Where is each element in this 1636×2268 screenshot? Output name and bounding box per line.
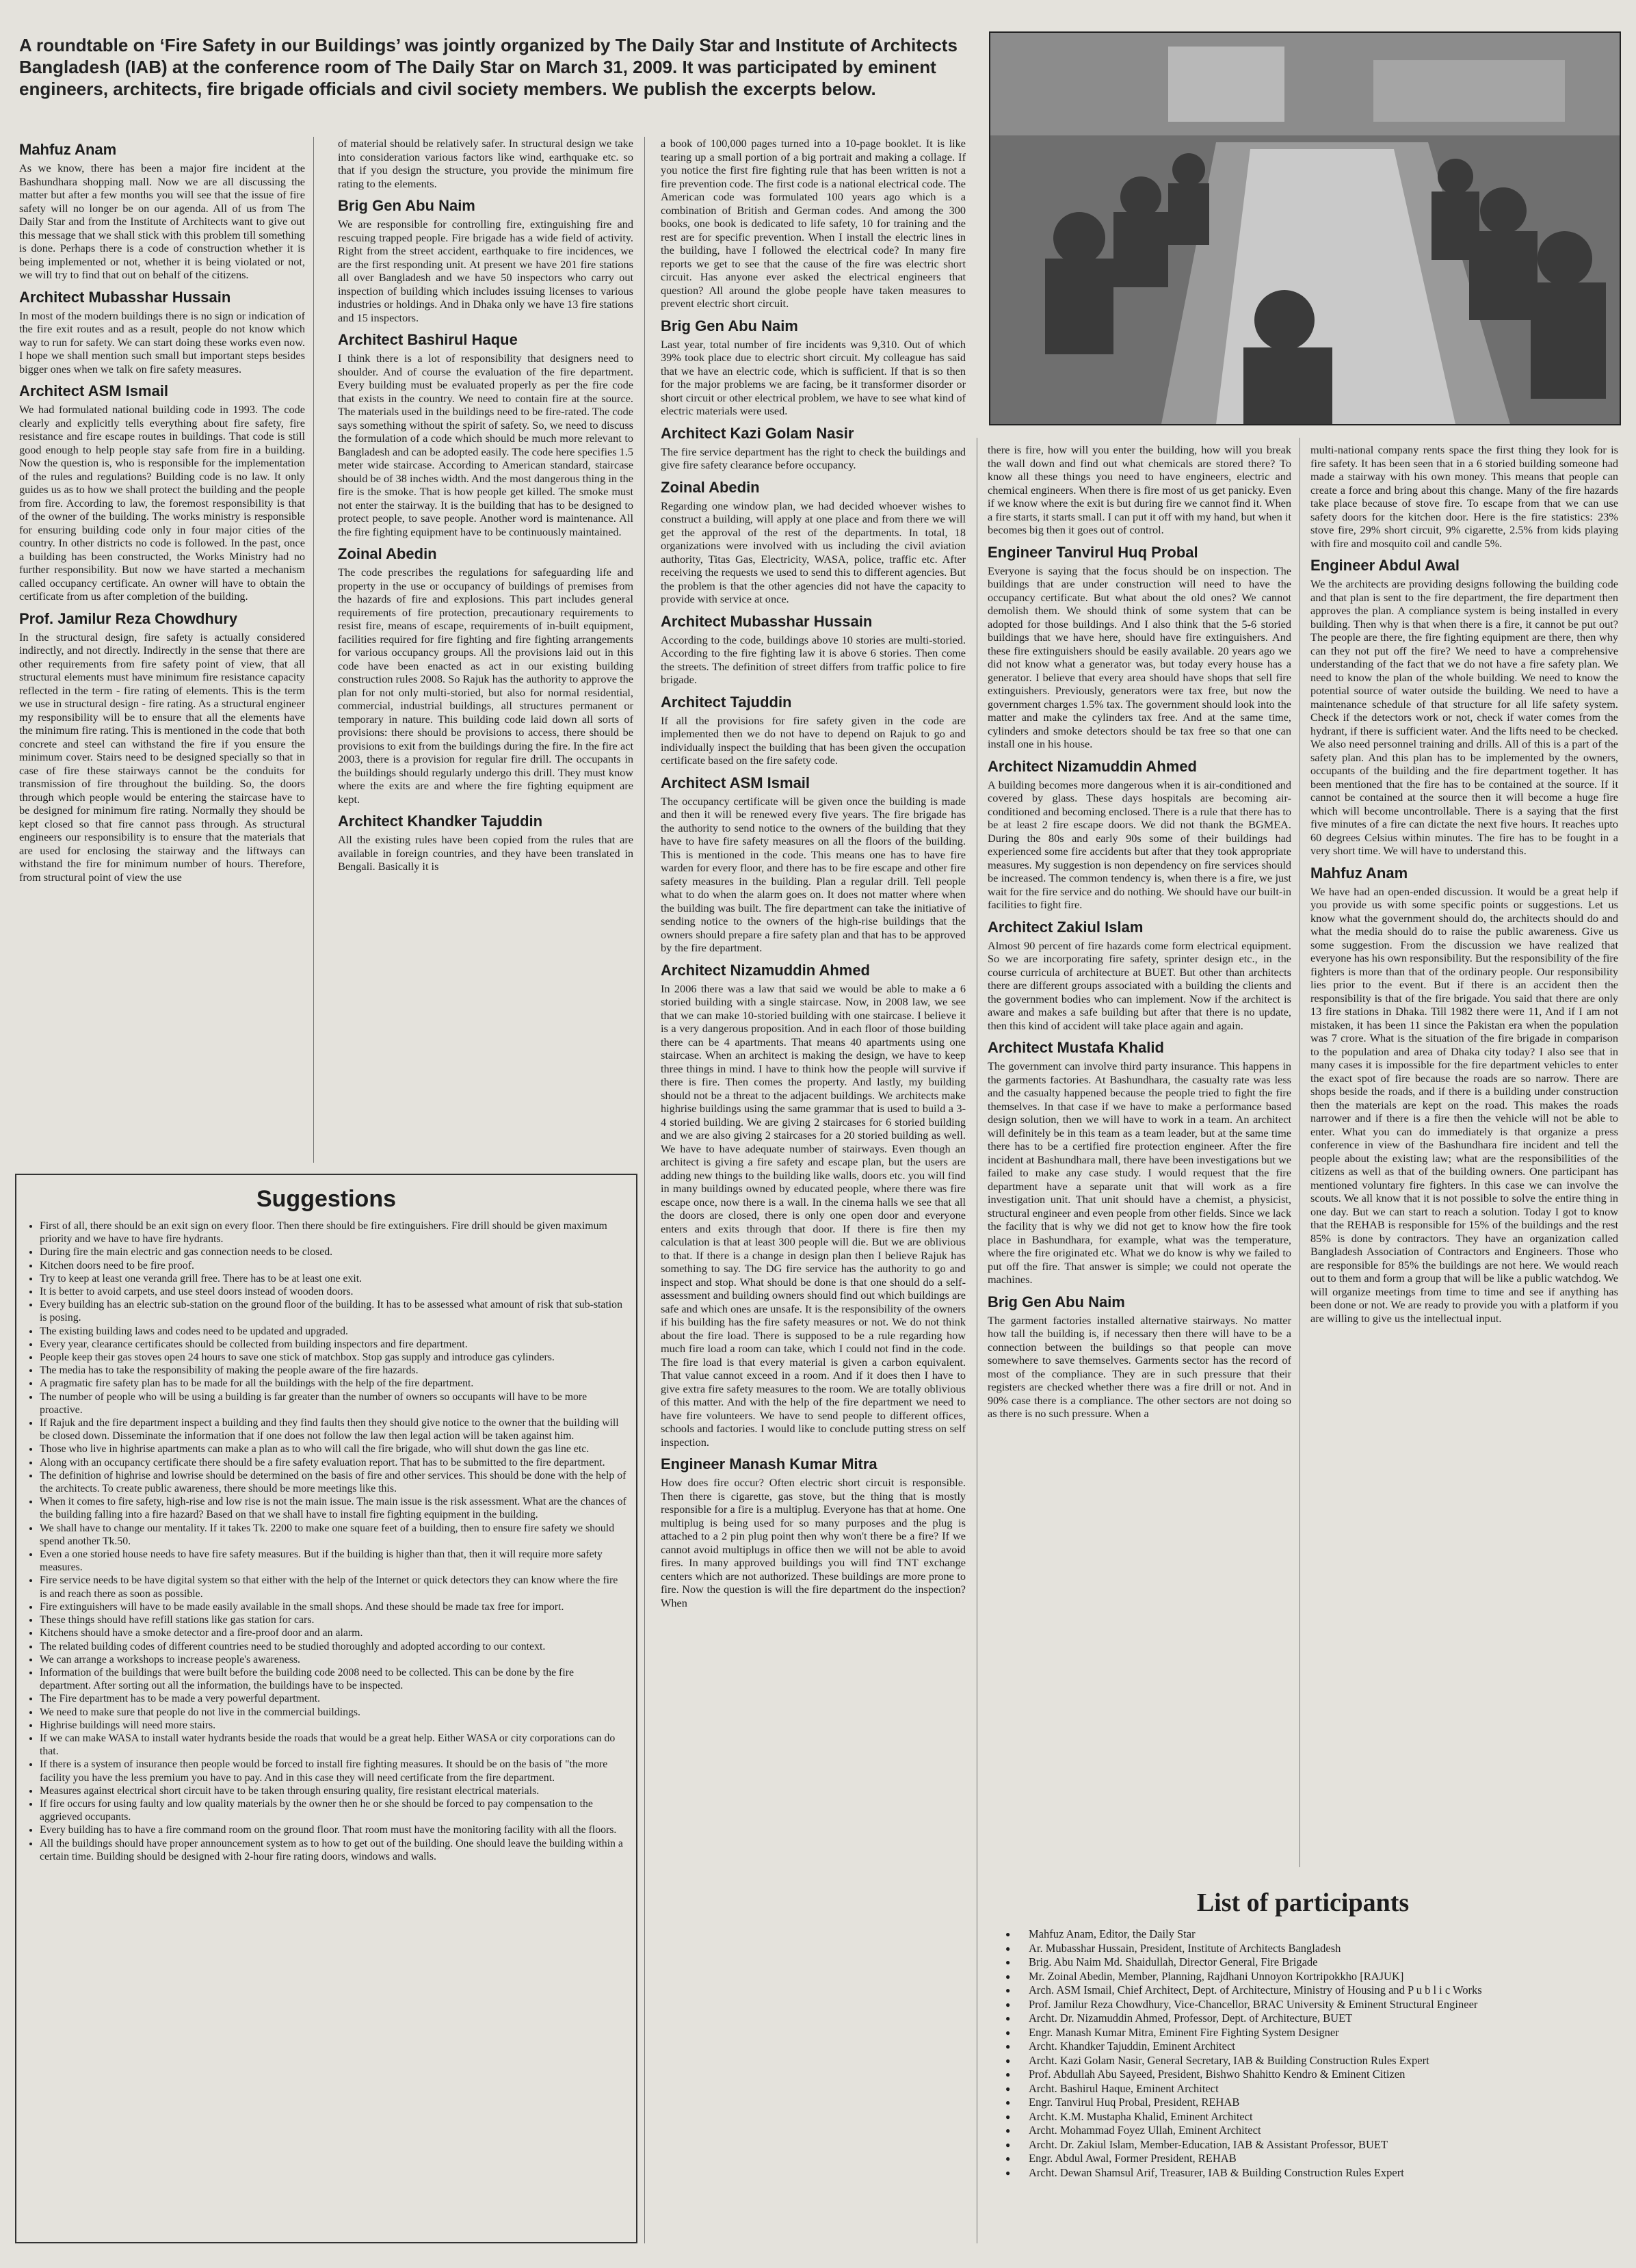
speaker-name: Prof. Jamilur Reza Chowdhury bbox=[19, 609, 238, 627]
speaker-text: All the existing rules have been copied from the rules that are available in foreign countries, and they have been translated in Bengali. Basically it is bbox=[338, 833, 633, 873]
speaker-text: A building becomes more dangerous when it is air-conditioned and covered by glass. These days hospitals are becoming air-conditioned and becoming enclosed. There is a rule that there has to be at least 2 fire escape doors. We did not thank the BGMEA. During the 80s and early 90s some of their buildings had experienced some fire accidents but after that they took appropriate measures. My suggestion is non dependency on fire services should be increased. The common tendency is, when there is a fire, we just wait for the fire service and do nothing. We should have our built-in facilities to fight fire. bbox=[988, 778, 1291, 911]
column-1 bbox=[19, 134, 305, 1168]
participant-item: ● Brig. Abu Naim Md. Shaidullah, Director General, Fire Brigade bbox=[1029, 1955, 1621, 1970]
participant-item: ● Engr. Abdul Awal, Former President, REHAB bbox=[1029, 2152, 1621, 2166]
speaker-name: Architect Zakiul Islam bbox=[988, 918, 1144, 936]
suggestion-item: • Those who live in highrise apartments can make a plan as to who will call the fire brigade, who will shut down the gas line etc. bbox=[40, 1442, 626, 1455]
suggestion-item: • Fire extinguishers will have to be made easily available in the small shops. And these should be made tax free for import. bbox=[40, 1600, 626, 1613]
suggestion-item: • Measures against electrical short circuit have to be taken through ensuring quality, fire resistant electrical materials. bbox=[40, 1784, 626, 1797]
suggestions-list bbox=[16, 1219, 636, 1863]
suggestion-item: • The existing building laws and codes need to be updated and upgraded. bbox=[40, 1325, 626, 1338]
suggestion-item: • If there is a system of insurance then people would be forced to install fire fighting measures. It should be on the basis of "the more facility you have the less premium you have to pay. And in this case they will need certificate from the fire department. bbox=[40, 1758, 626, 1784]
suggestion-item: • Every building has to have a fire command room on the ground floor. That room must have the monitoring facility with all the floors. bbox=[40, 1823, 626, 1836]
participant-item: ● Engr. Tanvirul Huq Probal, President, REHAB bbox=[1029, 2096, 1621, 2110]
participant-item: ● Archt. Khandker Tajuddin, Eminent Architect bbox=[1029, 2040, 1621, 2054]
participant-item: ● Archt. Dewan Shamsul Arif, Treasurer, IAB & Building Construction Rules Expert bbox=[1029, 2166, 1621, 2180]
column-3 bbox=[661, 137, 966, 2243]
speaker-name: Architect Khandker Tajuddin bbox=[338, 813, 543, 830]
speaker-text: In 2006 there was a law that said we would be able to make a 6 storied building with a single staircase. Now, in 2008 law, we see that we can make 10-storied building with one staircase. I believe it is a very dangerous proposition. And in each floor of those building there can be 4 apartments. That means 40 apartments using one staircase. When an architect is making the design, we have to keep three things in mind. I have to think how the people will survive if there is fire. Then comes the property. And lastly, my building should not be a threat to the adjacent buildings. We architects make highrise buildings using the same grammar that is used to build a 3-4 storied building. We are giving 2 staircases for 6 storied building and we are also giving 2 staircases for a 20 storied building as well. We have to have adequate number of stairways. Even though an architect is giving a fire safety and escape plan, but the users are adding new things to the building like walls, doors etc. you will find in many buildings owned by educated people, where there was fire escape once, now there is a wall. In the cinema halls we see that all the doors are closed, there is only one open door and everyone enters and exits through that door. If there is fire then my calculation is that at least 300 people will die. But we are oblivious to that. If there is a change in design plan then I believe Rajuk has something to say. The DG fire service has the authority to go and inspect and stop. What should be done is that one should do a self-assessment and building owners should find out which buildings are safe and which ones are unsafe. It is the responsibility of the owners if his building has the fire safety measures or not. We do not think about the fire load. There is supposed to be a rule regarding how much fire load a room can take, which I could not find in the code. The fire load is that every material is given a carbon equivalent. That value cannot exceed in a room. And if it does then I have to give extra fire safety measures to the room. We are totally oblivious of this matter. And with the help of the fire department we need to have fire volunteers. We have to send people to different offices, schools and factories. I would like to conclude putting stress on self inspection. bbox=[661, 981, 966, 1449]
suggestion-item: • If we can make WASA to install water hydrants beside the roads that would be a great help. Either WASA or city corporations can do that. bbox=[40, 1732, 626, 1758]
suggestions-box bbox=[15, 1174, 637, 2243]
suggestion-item: • Fire service needs to be have digital system so that either with the help of the Internet or quick detectors they can know where the fire is and reach there as soon as possible. bbox=[40, 1574, 626, 1600]
speaker-name: Zoinal Abedin bbox=[661, 478, 760, 496]
speaker-text: The garment factories installed alternative stairways. No matter how tall the building is, if necessary then there will have to be a connection between the buildings so that people can move somewhere to save themselves. Garments sector has the record of most of the compliance. They are in such pressure that their registers are checked whether there was a fire drill or not. And in 90% case there is a compliance. The other sectors are not doing so as there is no such pressure. When a bbox=[988, 1313, 1291, 1420]
speaker-name: Architect Mustafa Khalid bbox=[988, 1039, 1164, 1056]
column-rule bbox=[1299, 438, 1300, 1867]
suggestion-item: • Highrise buildings will need more stairs. bbox=[40, 1719, 626, 1732]
suggestion-item: • The media has to take the responsibility of making the people aware of the fire hazards. bbox=[40, 1364, 626, 1377]
speaker-text: of material should be relatively safer. In structural design we take into consideration various factors like wind, earthquake etc. so that if you design the structure, you provide the minimum fire rating to the elements. bbox=[338, 137, 633, 190]
participant-item: ● Archt. Dr. Zakiul Islam, Member-Education, IAB & Assistant Professor, BUET bbox=[1029, 2138, 1621, 2152]
suggestion-item: • We need to make sure that people do not live in the commercial buildings. bbox=[40, 1706, 626, 1719]
speaker-name: Engineer Manash Kumar Mitra bbox=[661, 1455, 878, 1473]
suggestion-item: • Along with an occupancy certificate there should be a fire safety evaluation report. That has to be submitted to the fire department. bbox=[40, 1456, 626, 1469]
speaker-name: Brig Gen Abu Naim bbox=[338, 197, 475, 214]
speaker-text: We the architects are providing designs following the building code and that plan is sent to the fire department, the fire department then approves the plan. A compliance system is being installed in every building. Then why is that when there is a fire, it cannot be put out? The people are there, the fire fighting equipment are there, then why can they not put off the fire? We need to have a comprehensive understanding of the fact that we do not have a fire safety plan. We need to know the plan of the whole building. We need to know the potential source of water outside the building. We need to have a maintenance schedule of that structure for all life safety system. Check if the detectors work or not, check if water comes from the hydrant, if there is sufficient water. And the lifts need to be checked. We also need personnel training and drills. All of this is a part of the safety plan. And this plan has to be implemented by the owners, occupants of the building and the fire department together. It has been mentioned that the fire has to be contained at the source. If it cannot be contained at the source then it will become a huge fire which will become uncontrollable. There is a saying that the first five minutes of a fire can dictate the next five hours. It reaches upto 60 degrees Celsius within minutes. The fire has to be fought in a very short time. We will have to understand this. bbox=[1310, 577, 1618, 857]
suggestion-item: • We shall have to change our mentality. If it takes Tk. 2200 to make one square feet of a building, then to ensure fire safety we should spend another Tk.50. bbox=[40, 1522, 626, 1548]
suggestion-item: • People keep their gas stoves open 24 hours to save one stick of matchbox. Stop gas supply and introduce gas cylinders. bbox=[40, 1351, 626, 1364]
speaker-name: Architect Tajuddin bbox=[661, 693, 792, 711]
participant-item: ● Prof. Abdullah Abu Sayeed, President, Bishwo Shahitto Kendro & Eminent Citizen bbox=[1029, 2068, 1621, 2082]
column-rule bbox=[313, 137, 314, 1163]
intro-paragraph: A roundtable on ‘Fire Safety in our Buildings’ was jointly organized by The Daily Star and Institute of Architects Bangladesh (IAB) at the conference room of The Daily Star on March 31, 2009. It was participated by eminent engineers, architects, fire brigade officials and civil society members. We publish the excerpts below. bbox=[19, 35, 958, 99]
column-2 bbox=[338, 137, 633, 1168]
speaker-text: We have had an open-ended discussion. It would be a great help if you provide us with some specific points or suggestions. Let us know what the government should do, the architects should do and what the media should do to raise the public awareness. Give us some suggestion. From the discussion we have realized that everyone has his own responsibility. But the responsibility of the fire fighters is more than that of the ordinary people. Our responsibility lies prior to the event. But if there is an accident then the responsibility is that of the fire brigade. You said that there are only 13 fire stations in Dhaka. Till 1982 there were 11, And if I am not mistaken, it has been 11 since the Pakistan era when the population was 7 crore. What is the situation of the fire brigade in comparison to the population and area of Dhaka city today? I also see that in many cases it is impossible for the fire department vehicles to enter the exact spot of fire because the roads are so narrow. There are shops beside the roads, and if there is a building under construction then the materials are kept on the road. This makes the roads narrower and if there is a fire then the vehicle will not be able to enter. What you can do immediately is that organize a press conference in view of the Bashundhara fire incident and tell the people about the existing law; what are the responsibilities of the citizens as well as that of the building owners. One participant has mentioned voluntary fire fighters. In this case we can involve the scouts. We all know that it is not possible to solve the entire thing in one day. But we can start to reach a solution. Today I got to know that the REHAB is responsible for 15% of the buildings and the rest 85% is done by contractors. They have an organization called Bangladesh Association of Contractors and Engineers. Those who are responsible for 85% the buildings are not here. We would reach out to them and form a group that will be like a public watchdog. We will organize meetings from time to time and see if anything has been done or not. We are ready to provide you with a platform if you are willing to give us the intellectual input. bbox=[1310, 884, 1618, 1325]
speaker-text: I think there is a lot of responsibility that designers need to shoulder. And of course the evaluation of the fire department. Every building must be evaluated properly as per the fire code that exists in the country. We need to contain fire at the source. The materials used in the buildings need to be fire-rated. The code says something without the spirit of safety. So, we need to discuss the formulation of a code which should be much more relevant to Bangladesh and can be adopted easily. The code here specifies 1.5 meter wide staircase. According to American standard, staircase should be of 38 inches width. And the most dangerous thing in the fire is the smoke. That is how people get killed. The smoke must not enter the stairway. It is the building that has to be designed to protect people, to save people. Another word is maintenance. All the fire fighting equipment have to be continuously maintained. bbox=[338, 352, 633, 538]
speaker-text: Almost 90 percent of fire hazards come form electrical equipment. So we are incorporating fire safety, sprinter design etc., in the course curricula of architecture at BUET. But other than architects there are different groups associated with a building the clients and the government bodies who can implement. Now if the architect is aware and makes a safe building but after that there is no update, then this kind of accident will take place again and again. bbox=[988, 938, 1291, 1032]
column-5 bbox=[1310, 443, 1618, 1880]
suggestion-item: • All the buildings should have proper announcement system as to how to get out of the building. One should leave the building within a certain time. Building should be designed with 2-hour fire rating doors, windows and walls. bbox=[40, 1837, 626, 1863]
suggestion-item: • Information of the buildings that were built before the building code 2008 need to be collected. This can be done by the fire department. After sorting out all the information, the buildings have to be inspected. bbox=[40, 1666, 626, 1692]
speaker-text: How does fire occur? Often electric short circuit is responsible. Then there is cigarette, gas stove, but the thing that is mostly responsible for a fire is a multiplug. Everyone has that at home. One multiplug is being used for so many purposes and the plug is attached to a 2 pin plug point then why won't there be a fire? If we cannot avoid multiplugs in office then we will not be able to avoid fires. In many approved buildings you will find TNT exchange centers which are not authorized. These buildings are more prone to fire. Now the question is will the fire department do the inspection? When bbox=[661, 1476, 966, 1609]
speaker-name: Brig Gen Abu Naim bbox=[988, 1293, 1125, 1310]
suggestion-item: • Every building has an electric sub-station on the ground floor of the building. It has to be assessed what amount of risk that sub-station is posing. bbox=[40, 1298, 626, 1324]
suggestion-item: • It is better to avoid carpets, and use steel doors instead of wooden doors. bbox=[40, 1285, 626, 1298]
speaker-text: a book of 100,000 pages turned into a 10-page booklet. It is like tearing up a small portion of a big portrait and making a collage. If you notice the first fire fighting rule that has been written is not a fire prevention code. The first code is a national electrical code. The American code was formulated 100 years ago which is a combination of British and German codes. And among the 300 books, one book is dedicated to life safety, 10 for training and the rest are for specific prevention. When I install the electric lines in the building, have I followed the electrical code? In many fire reports we get to see that the cause of the fire was electric short circuit. Has anyone ever asked the electrical engineers that question? All around the globe people have taken measures to prevent electric short circuit. bbox=[661, 137, 966, 310]
speaker-text: Regarding one window plan, we had decided whoever wishes to construct a building, will apply at one place and from there we will get the approval of the rest of the departments. In total, 18 organizations were involved with us including the civil aviation authority, Titas Gas, Electricity, WASA, police, traffic etc. After receiving the requests we used to send this to different agencies. But the problem is that the other agencies did not have the capacity to provide with service at once. bbox=[661, 499, 966, 605]
speaker-name: Zoinal Abedin bbox=[338, 545, 437, 562]
speaker-text: In most of the modern buildings there is no sign or indication of the fire exit routes and as a result, people do not know which way to run for safety. We can start doing these works even now. I hope we shall mention such small but important steps besides bigger ones when we talk on fire safety measures. bbox=[19, 308, 305, 375]
speaker-text: The code prescribes the regulations for safeguarding life and property in the use or occupancy of buildings of premises from the hazards of fire and explosions. This part includes general requirements of fire protection, precautionary requirements to resist fire, means of escape, requirements of in-built equipment, facilities required for fire fighting and fire fighting arrangements for various occupancy groups. All the provisions laid out in this code have been enacted as act in our existing building construction rules 2008. So Rajuk has the authority to approve the plan for not only multi-storied, but also for normal residential, commercial, industrial buildings, all structures permanent or temporary in nature. This building code laid down all sorts of provisions: there should be provisions to access, there should be provisions to exit from the buildings during the fire. In the fire act 2003, there is a provision for regular fire drill. The occupants in the buildings should regularly undergo this drill. They must know where the exits are and where the fire fighting equipment are kept. bbox=[338, 566, 633, 806]
suggestion-item: • Every year, clearance certificates should be collected from building inspectors and fire department. bbox=[40, 1338, 626, 1351]
speaker-text: According to the code, buildings above 10 stories are multi-storied. According to the fire fighting law it is above 6 stories. Then come the streets. The definition of street differs from traffic police to fire brigade. bbox=[661, 633, 966, 686]
participant-item: ● Archt. Dr. Nizamuddin Ahmed, Professor, Dept. of Architecture, BUET bbox=[1029, 2012, 1621, 2026]
suggestion-item: • Try to keep at least one veranda grill free. There has to be at least one exit. bbox=[40, 1272, 626, 1285]
participant-item: ● Archt. Kazi Golam Nasir, General Secretary, IAB & Building Construction Rules Expert bbox=[1029, 2054, 1621, 2068]
suggestion-item: • Kitchen doors need to be fire proof. bbox=[40, 1259, 626, 1272]
roundtable-photo bbox=[989, 31, 1621, 425]
speaker-text: We had formulated national building code in 1993. The code clearly and explicitly tells everything about fire safety, fire resistance and fire escape routes in buildings. That code is still good enough to help people stay safe from fire in a building. Now the question is, who is responsible for the implementation of the rules and regulations? Building code is no law. It only guides us as to how we shall protect the building and the people from fire. According to law, the foremost responsibility is that of the owner of the building. The works ministry is responsible for ensuring building code only in four major cities of the country. In other districts no code is followed. In the past, once a building has been constructed, the Works Ministry had no further responsibility. But now we have started a mechanism called occupancy certificate. An owner will have to obtain the certificate from us after completion of the building. bbox=[19, 403, 305, 603]
speaker-name: Architect Bashirul Haque bbox=[338, 331, 518, 348]
suggestion-item: • When it comes to fire safety, high-rise and low rise is not the main issue. The main issue is the risk assessment. What are the chances of the building falling into a fire hazard? Based on that we shall have to install fire fighting equipment in the building. bbox=[40, 1495, 626, 1521]
speaker-name: Architect Nizamuddin Ahmed bbox=[988, 757, 1197, 775]
suggestion-item: • We can arrange a workshops to increase people's awareness. bbox=[40, 1653, 626, 1666]
participant-item: ● Mahfuz Anam, Editor, the Daily Star bbox=[1029, 1927, 1621, 1942]
participants-section bbox=[985, 1888, 1621, 2243]
suggestion-item: • If fire occurs for using faulty and low quality materials by the owner then he or she should be forced to pay compensation to the aggrieved occupants. bbox=[40, 1797, 626, 1823]
participant-item: ● Archt. Bashirul Haque, Eminent Architect bbox=[1029, 2082, 1621, 2096]
speaker-text: there is fire, how will you enter the building, how will you break the wall down and find out what chemicals are stored there? To know all these things you need to have engineers, electric and chemical engineers. When there is fire most of us get panicky. Even if we know where the exit is but during fire we cannot find it. When a fire starts, it starts small. I can put it off with my hand, but when it becomes big then it goes out of control. bbox=[988, 443, 1291, 536]
participant-item: ● Archt. Mohammad Foyez Ullah, Eminent Architect bbox=[1029, 2124, 1621, 2138]
participant-item: ● Archt. K.M. Mustapha Khalid, Eminent Architect bbox=[1029, 2110, 1621, 2124]
participant-item: ● Engr. Manash Kumar Mitra, Eminent Fire Fighting System Designer bbox=[1029, 2026, 1621, 2040]
speaker-text: In the structural design, fire safety is actually considered indirectly, and not directly. Indirectly in the sense that there are other requirements from fire safety point of view, that all structural elements must have minimum fire resistance capacity reflected in the term - fire rating of elements. This is the term we use in structural design - fire rating. As a structural engineer my responsibility will be to ensure that all the elements have the minimum fire rating. This is mentioned in the code that both concrete and steel can withstand the fire if you ensure the minimum cover. Stairs need to be designed specially so that in case of fire these stairways cannot be the conduits for transmission of fire throughout the building. So, the doors through which people would be entering the staircase have to be designed for minimum fire rating. Normally they should be kept closed so that fire cannot pass through. As structural engineers our responsibility is to ensure that the materials that are used for enclosing the stairway and the liftways can withstand the fire for minimum number of hours. Therefore, from structural point of view the use bbox=[19, 630, 305, 884]
speaker-name: Engineer Tanvirul Huq Probal bbox=[988, 543, 1198, 561]
speaker-text: Last year, total number of fire incidents was 9,310. Out of which 39% took place due to electric short circuit. My colleague has said that we have an electric code, which is sufficient. If that is so then for the major problems we are facing, be it transformer disorder or short circuit or other electrical problem, we have to see what kind of electric materials were used. bbox=[661, 337, 966, 417]
suggestion-item: • The definition of highrise and lowrise should be determined on the basis of fire and other services. This should be done with the help of the architects. To create public awareness, there should be more meetings like this. bbox=[40, 1469, 626, 1495]
speaker-name: Architect Kazi Golam Nasir bbox=[661, 424, 854, 442]
participant-item: ● Mr. Zoinal Abedin, Member, Planning, Rajdhani Unnoyon Kortripokkho [RAJUK] bbox=[1029, 1970, 1621, 1984]
suggestion-item: • Kitchens should have a smoke detector and a fire-proof door and an alarm. bbox=[40, 1626, 626, 1639]
column-rule bbox=[644, 137, 645, 2243]
speaker-text: We are responsible for controlling fire, extinguishing fire and rescuing trapped people. Fire brigade has a wide field of activity. Right from the street accident, earthquake to fire incidences, we are the first responding unit. At present we have 201 fire stations all over Bangladesh and we have 50 inspectors who carry out inspection of building which includes issuing licenses to various industries or holdings. And in Dhaka only we have 13 fire stations and 15 inspectors. bbox=[338, 217, 633, 324]
suggestion-item: • Even a one storied house needs to have fire safety measures. But if the building is higher than that, then it will require more safety measures. bbox=[40, 1548, 626, 1574]
speaker-text: The government can involve third party insurance. This happens in the garments factories. At Bashundhara, the casualty rate was less and the casualty happened because the people tried to fight the fire themselves. In that case if we have to make a performance based design solution, then we will have to work in a team. An architect will definitely be in this team as a team leader, but at the same time there has to be a certified fire protection engineer. After the fire incident at Bashundhara mall, there have been investigations but we failed to make any case study. I would request that the fire department have a separate unit that will work as a fire investigation unit. That unit should have a chemist, a physicist, structural engineer and even people from other fields. Since we lack the facility that is why we did not get to know how the fire took place in Bashundhara, for example, what was the temperature, where the fire originated etc. What we do know is why we failed to put off the fire. That answer is simple; we could not operate the machines. bbox=[988, 1059, 1291, 1286]
speaker-text: The fire service department has the right to check the buildings and give fire safety clearance before occupancy. bbox=[661, 445, 966, 471]
roundtable-photo-image bbox=[990, 33, 1620, 424]
speaker-name: Brig Gen Abu Naim bbox=[661, 317, 798, 334]
participants-list bbox=[985, 1927, 1621, 2180]
speaker-text: As we know, there has been a major fire incident at the Bashundhara shopping mall. Now we are all discussing the matter but after a few months you will see that the issue of fire safety will no longer be on our agenda. All of us from The Daily Star and from the Institute of Architects want to give out this message that we shall stick with this problem till something is done. Perhaps there is a code of construction whether it is being implemented or not, whether it is being violated or not, we will try to find that out on behalf of the citizens. bbox=[19, 161, 305, 281]
speaker-name: Engineer Abdul Awal bbox=[1310, 557, 1460, 574]
speaker-text: The occupancy certificate will be given once the building is made and then it will be renewed every five years. The fire brigade has the authority to send notice to the owners of the building that they have to have fire safety measures on all the floors of the building. This is mentioned in the code. This means one has to have fire warden for every floor, and there has to be fire escape and other fire safety measures in the building. Plan a regular drill. Tell people what to do when the alarm goes on. It does not matter where when the building was built. The fire department can take the initiative of sending notice to the owners of the high-rise buildings that the owners should prepare a fire safety plan and that has to be approved by the fire department. bbox=[661, 794, 966, 954]
speaker-name: Mahfuz Anam bbox=[19, 141, 117, 158]
participant-item: ● Prof. Jamilur Reza Chowdhury, Vice-Chancellor, BRAC University & Eminent Structural Engineer bbox=[1029, 1998, 1621, 2012]
participant-item: ● Arch. ASM Ismail, Chief Architect, Dept. of Architecture, Ministry of Housing and P u b l i c Works bbox=[1029, 1983, 1621, 1998]
speaker-text: multi-national company rents space the first thing they look for is fire safety. It has been seen that in a 6 storied building someone had made a stairway with his own money. This means that people can create a force and bring about this change. Many of the fire hazards take place because of stove fire. To escape from that we can use safety doors for the kitchen door. Here is the fire statistics: 23% stove fire, 29% short circuit, 9% cigarette, 2.5% from kids playing with fire and mosquito coil and candle 5%. bbox=[1310, 443, 1618, 550]
participants-title: List of participants bbox=[1196, 1888, 1410, 1917]
speaker-name: Mahfuz Anam bbox=[1310, 864, 1408, 882]
participant-item: ● Ar. Mubasshar Hussain, President, Institute of Architects Bangladesh bbox=[1029, 1942, 1621, 1956]
suggestion-item: • During fire the main electric and gas connection needs to be closed. bbox=[40, 1245, 626, 1258]
suggestion-item: • First of all, there should be an exit sign on every floor. Then there should be fire extinguishers. Fire drill should be given maximum priority and we have to have fire hydrants. bbox=[40, 1219, 626, 1245]
suggestion-item: • A pragmatic fire safety plan has to be made for all the buildings with the help of the fire department. bbox=[40, 1377, 626, 1390]
suggestion-item: • The related building codes of different countries need to be studied thoroughly and adopted according to our context. bbox=[40, 1640, 626, 1653]
speaker-name: Architect ASM Ismail bbox=[661, 774, 810, 791]
speaker-text: Everyone is saying that the focus should be on inspection. The buildings that are under construction will need to have the occupancy certificate. But what about the old ones? We cannot demolish them. We should think of some system that can be adopted for those buildings. And I also think that the 5-6 storied buildings that we have here, should have fire extinguishers. And these fire extinguishers should be easily available. 20 years ago we did not know what a generator was, but today every house has a generator. I believe that every area should have shops that sell fire extinguishers. Previously, generators were tax free, but now the government charges 1.5% tax. The government should look into the matter and make the cylinders tax free. And at the same time, cylinders and smoke detectors should be tax free so that one can install one in his house. bbox=[988, 564, 1291, 750]
speaker-name: Architect ASM Ismail bbox=[19, 382, 169, 399]
suggestion-item: • The number of people who will be using a building is far greater than the number of owners so occupants will have to be more proactive. bbox=[40, 1390, 626, 1416]
suggestion-item: • The Fire department has to be made a very powerful department. bbox=[40, 1692, 626, 1705]
suggestion-item: • If Rajuk and the fire department inspect a building and they find faults then they should give notice to the owner that the building will be closed down. Disseminate the information that if one does not follow the law then legal action will be taken against him. bbox=[40, 1416, 626, 1442]
speaker-name: Architect Mubasshar Hussain bbox=[19, 288, 231, 306]
suggestion-item: • These things should have refill stations like gas station for cars. bbox=[40, 1613, 626, 1626]
suggestions-title: Suggestions bbox=[256, 1186, 397, 1212]
speaker-text: If all the provisions for fire safety given in the code are implemented then we do not have to depend on Rajuk to go and individually inspect the building that has been given the occupation certificate based on the fire safety code. bbox=[661, 713, 966, 767]
speaker-name: Architect Nizamuddin Ahmed bbox=[661, 961, 870, 979]
column-4 bbox=[988, 443, 1291, 1880]
speaker-name: Architect Mubasshar Hussain bbox=[661, 612, 873, 630]
